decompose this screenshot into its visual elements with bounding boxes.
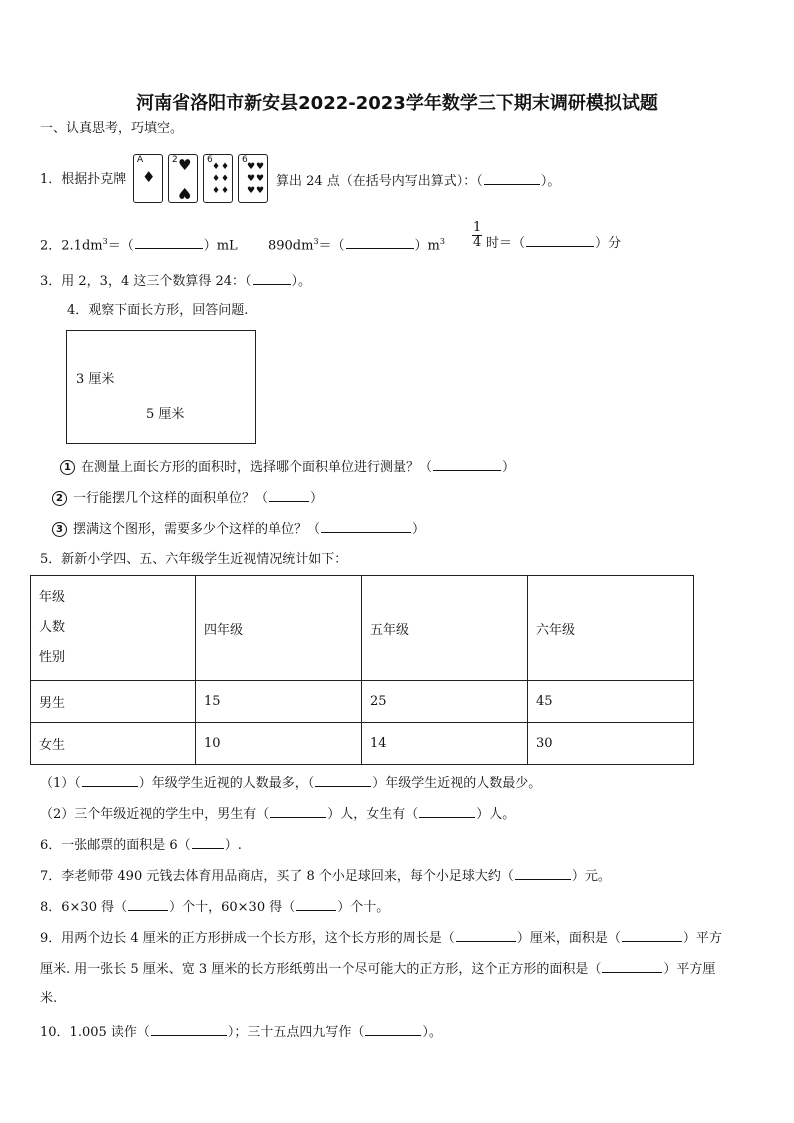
heart-icon: ♥: [256, 174, 265, 184]
q1-text-before: 1．根据扑克牌: [40, 172, 127, 187]
rectangle-height-label: 3 厘米: [76, 372, 115, 387]
q2-text-hours: [486, 234, 621, 252]
q5-sub1-part: ）年级学生近视的人数最少。: [372, 776, 542, 791]
table-cell: 15: [196, 681, 362, 723]
q5-sub2-part: （2）三个年级近视的学生中，男生有（: [40, 807, 270, 822]
card-rank: 6: [242, 155, 248, 165]
heart-icon: ♥: [178, 184, 192, 202]
answer-blank[interactable]: [315, 774, 371, 787]
answer-blank[interactable]: [346, 236, 414, 249]
q4-sub3: [52, 520, 425, 538]
answer-blank[interactable]: [433, 458, 501, 471]
q2-part: 2．2.1dm: [40, 238, 103, 254]
q9-part: ）平方厘: [663, 962, 716, 977]
diamond-icon: ♦: [221, 162, 230, 172]
table-header-row: [31, 576, 694, 681]
q3-text: [40, 272, 311, 290]
q2-part: 时＝（: [486, 236, 526, 251]
circled-number-3: 3: [52, 522, 67, 537]
q4-sub3-text: 摆满这个图形，需要多少个这样的单位？（: [73, 522, 321, 537]
q9-line2: [40, 960, 715, 978]
answer-blank[interactable]: [270, 805, 326, 818]
q5-sub2: [40, 805, 515, 823]
q2-text: [40, 234, 445, 254]
heart-icon: ♥: [178, 156, 192, 174]
superscript: 3: [313, 237, 319, 246]
q2-part: ）mL: [203, 238, 238, 254]
card-rank: A: [137, 155, 144, 165]
playing-card-4: [238, 154, 268, 203]
card-rank: 2: [172, 155, 178, 165]
answer-blank[interactable]: [128, 898, 168, 911]
q5-sub1-part: ）年级学生近视的人数最多，（: [138, 776, 315, 791]
page-title: 河南省洛阳市新安县2022-2023学年数学三下期末调研模拟试题: [136, 93, 658, 114]
answer-blank[interactable]: [135, 236, 203, 249]
heart-icon: ♥: [247, 162, 256, 172]
q5-sub2-part: ）人。: [476, 807, 516, 822]
answer-blank[interactable]: [253, 272, 291, 285]
q8-part: ）个十。: [337, 900, 390, 915]
answer-blank[interactable]: [484, 172, 540, 185]
q4-sub2-text: 一行能摆几个这样的面积单位？（: [73, 491, 269, 506]
q4-sub1-end: ）: [502, 460, 516, 475]
superscript: 3: [102, 237, 108, 246]
diamond-icon: ♦: [212, 186, 221, 196]
heart-icon: ♥: [256, 162, 265, 172]
table-header-cell: 六年级: [528, 576, 694, 681]
q8-text: [40, 898, 389, 916]
q9-part: ）平方: [682, 931, 722, 946]
q4-sub3-end: ）: [412, 522, 426, 537]
playing-card-3: [203, 154, 233, 203]
table-header-cell: 五年级: [362, 576, 528, 681]
table-cell: 25: [362, 681, 528, 723]
q4-sub1-text: 在测量上面长方形的面积时，选择哪个面积单位进行测量？（: [81, 460, 433, 475]
answer-blank[interactable]: [321, 520, 411, 533]
answer-blank[interactable]: [622, 929, 682, 942]
answer-blank[interactable]: [269, 489, 309, 502]
corner-label: 人数: [39, 620, 66, 635]
q4-sub1: [60, 458, 515, 476]
q2-part: ）m: [414, 238, 440, 254]
table-header-cell: 四年级: [196, 576, 362, 681]
diamond-icon: ♦: [142, 168, 156, 186]
fraction-one-quarter: [472, 221, 482, 250]
q2-part: ）分: [595, 236, 622, 251]
q3-part: 3．用 2，3，4 这三个数算得 24：（: [40, 274, 252, 289]
q10-part: 10．1.005 读作（: [40, 1025, 150, 1040]
q5-sub2-part: ）人，女生有（: [327, 807, 419, 822]
q7-part: ）元。: [571, 869, 611, 884]
diamond-icon: ♦: [221, 174, 230, 184]
circled-number-2: 2: [52, 491, 67, 506]
answer-blank[interactable]: [515, 867, 571, 880]
heart-icon: ♥: [247, 186, 256, 196]
superscript: 3: [439, 237, 445, 246]
answer-blank[interactable]: [602, 960, 662, 973]
heart-icon: ♥: [247, 174, 256, 184]
answer-blank[interactable]: [526, 234, 594, 247]
q10-part: ）。: [422, 1025, 442, 1040]
heart-icon: ♥: [256, 186, 265, 196]
answer-blank[interactable]: [419, 805, 475, 818]
q5-intro: 5．新新小学四、五、六年级学生近视情况统计如下：: [40, 552, 348, 567]
q1-text: [276, 172, 560, 190]
q2-part: ＝（: [107, 238, 134, 254]
rectangle-width-label: 5 厘米: [146, 407, 185, 422]
playing-card-2: [168, 154, 198, 203]
q3-part: ）。: [291, 274, 312, 289]
corner-label: 年级: [39, 590, 66, 605]
q1-end: ）。: [540, 174, 561, 189]
q2-part: ＝（: [318, 238, 345, 254]
q10-text: [40, 1023, 442, 1041]
circled-number-1: 1: [60, 460, 75, 475]
table-row-label: 女生: [31, 723, 196, 765]
q9-part: ）厘米，面积是（: [516, 931, 621, 946]
statistics-table: [30, 575, 694, 765]
table-cell: 30: [528, 723, 694, 765]
q8-part: 8．6×30 得（: [40, 900, 128, 915]
section-heading: 一、认真思考，巧填空。: [40, 121, 184, 136]
table-row-label: 男生: [31, 681, 196, 723]
numerator: 1: [473, 220, 482, 235]
diamond-icon: ♦: [212, 174, 221, 184]
q7-text: [40, 867, 611, 885]
answer-blank[interactable]: [456, 929, 516, 942]
q7-part: 7．李老师带 490 元钱去体育用品商店，买了 8 个小足球回来，每个小足球大约（: [40, 869, 514, 884]
q5-sub1: [40, 774, 541, 792]
table-corner-cell: [31, 576, 196, 681]
card-rank: 6: [207, 155, 213, 165]
table-cell: 10: [196, 723, 362, 765]
q10-part: ）；三十五点四九写作（: [227, 1025, 365, 1040]
q2-part: 890dm: [267, 238, 314, 254]
q6-text: [40, 836, 242, 854]
q6-part: 6．一张邮票的面积是 6（: [40, 838, 191, 853]
q4-sub2: [52, 489, 323, 507]
q6-part: ）.: [224, 838, 242, 853]
q8-part: ）个十，60×30 得（: [169, 900, 296, 915]
answer-blank[interactable]: [82, 774, 138, 787]
q9-line3: 米.: [40, 991, 58, 1006]
answer-blank[interactable]: [151, 1023, 227, 1036]
playing-card-1: [133, 154, 163, 203]
table-row: [31, 681, 694, 723]
answer-blank[interactable]: [365, 1023, 421, 1036]
answer-blank[interactable]: [296, 898, 336, 911]
q9-line1: [40, 929, 722, 947]
table-cell: 45: [528, 681, 694, 723]
diamond-icon: ♦: [212, 162, 221, 172]
q4-sub2-end: ）: [310, 491, 324, 506]
answer-blank[interactable]: [192, 836, 224, 849]
q1-text-after: 算出 24 点（在括号内写出算式）：（: [276, 174, 483, 189]
table-cell: 14: [362, 723, 528, 765]
corner-label: 性别: [39, 650, 66, 665]
denominator: 4: [473, 235, 482, 250]
q4-intro: 4．观察下面长方形，回答问题.: [67, 303, 249, 318]
q9-part: 厘米. 用一张长 5 厘米、宽 3 厘米的长方形纸剪出一个尽可能大的正方形，这个正方形的面积是（: [40, 962, 602, 977]
q9-part: 9．用两个边长 4 厘米的正方形拼成一个长方形，这个长方形的周长是（: [40, 931, 455, 946]
diamond-icon: ♦: [221, 186, 230, 196]
table-row: [31, 723, 694, 765]
q5-sub1-part: （1）（: [40, 776, 81, 791]
